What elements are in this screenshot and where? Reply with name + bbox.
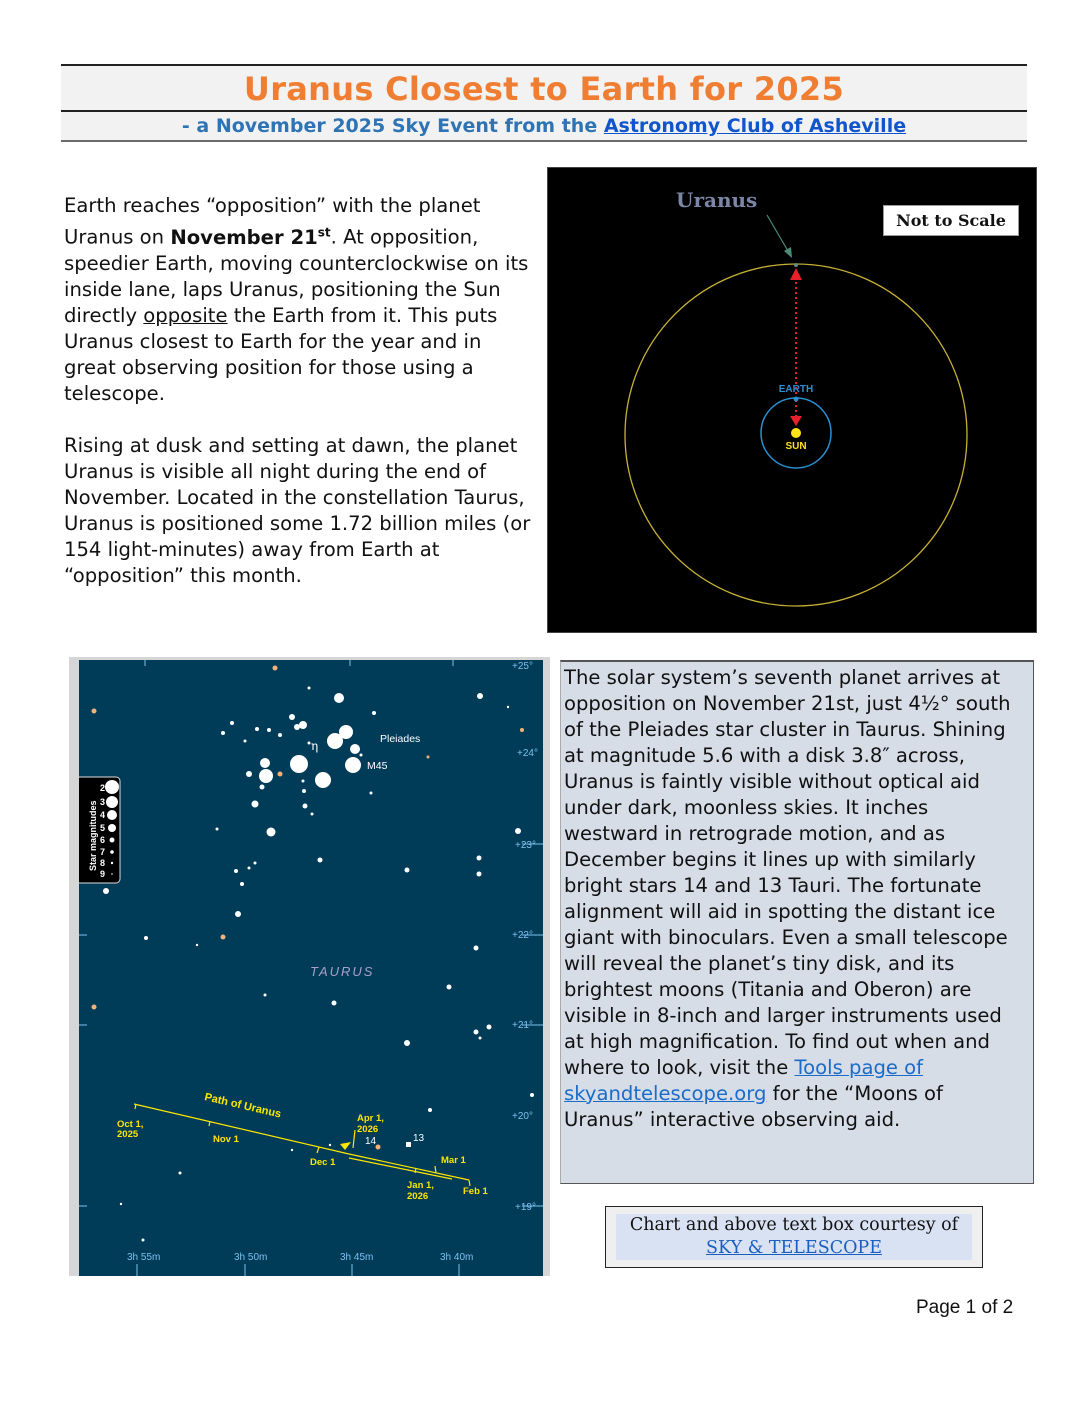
- ra-label: 3h 55m: [127, 1252, 161, 1263]
- intro-paragraph-2: Rising at dusk and setting at dawn, the planet Uranus is visible all night during the end of November. Located in the constellation Taurus, Uranus is positioned some 1.72 billion miles (or 154 light-minutes) away from Earth at “opposition” this month.: [64, 433, 531, 587]
- intro-p1-a: Earth reaches “opposition” with the planet Uranus on: [64, 194, 481, 249]
- path-date-apr1-year: 2026: [357, 1124, 379, 1135]
- path-date-oct1-year: 2025: [117, 1129, 139, 1140]
- dec-label: +21°: [512, 1020, 533, 1031]
- legend-mag: 3: [100, 797, 106, 807]
- opposition-date-text: November 21: [170, 225, 318, 249]
- path-date-dec1: Dec 1: [310, 1157, 336, 1168]
- intro-p1-b: . At opposition, speedier Earth, moving counterclockwise on its inside lane, laps Uranus, positioning the Sun directly: [64, 225, 529, 327]
- orbit-graphic: [548, 168, 1036, 632]
- path-date-jan1-year: 2026: [407, 1191, 429, 1202]
- uranus-label: Uranus: [676, 188, 758, 212]
- magnitude-legend: [79, 777, 120, 883]
- courtesy-text: Chart and above text box courtesy of: [629, 1215, 959, 1235]
- underlined-opposite: opposite: [143, 303, 228, 327]
- star-14-label: 14: [365, 1136, 377, 1147]
- uranus-dot: [794, 263, 798, 267]
- earth-label: EARTH: [778, 384, 814, 395]
- taurus-label: TAURUS: [310, 964, 375, 979]
- tools-page-link[interactable]: Tools page of skyandtelescope.org: [564, 1056, 924, 1105]
- path-date-apr1: Apr 1,: [357, 1113, 384, 1124]
- path-date-nov1: Nov 1: [213, 1134, 239, 1145]
- textbox-body: [564, 665, 1024, 1133]
- path-date-jan1: Jan 1,: [407, 1180, 434, 1191]
- legend-mag: 4: [100, 810, 106, 820]
- path-date-feb1: Feb 1: [463, 1186, 488, 1197]
- dec-label: +25°: [512, 661, 533, 672]
- sky-telescope-link[interactable]: SKY & TELESCOPE: [706, 1238, 882, 1258]
- title-bar: [61, 64, 1027, 110]
- ra-label: 3h 50m: [234, 1252, 268, 1263]
- textbox-tail: for the “Moons of Uranus” interactive observing aid.: [564, 1082, 943, 1131]
- star-chart: [79, 660, 543, 1276]
- dec-label: +23°: [515, 840, 536, 851]
- intro-paragraph-1: [64, 193, 534, 407]
- earth-dot: [794, 397, 799, 402]
- legend-mag: 7: [100, 847, 106, 857]
- path-label: Path of Uranus: [203, 1091, 283, 1121]
- astronomy-club-link[interactable]: Astronomy Club of Asheville: [603, 115, 907, 137]
- page-header: [61, 64, 1027, 142]
- intro-text: [64, 193, 534, 615]
- page-number: Page 1 of 2: [916, 1297, 1014, 1318]
- courtesy-inner: [616, 1214, 972, 1260]
- m45-label: M45: [367, 760, 388, 772]
- date-suffix: st: [317, 225, 331, 239]
- subtitle-text: - a November 2025 Sky Event from the: [181, 115, 604, 137]
- dec-label: +24°: [517, 748, 538, 759]
- pointer-arrowhead-icon: [784, 247, 792, 258]
- legend-mag: 9: [100, 869, 106, 879]
- page-title: Uranus Closest to Earth for 2025: [243, 70, 845, 108]
- subtitle-bar: [61, 110, 1027, 142]
- not-to-scale-note: Not to Scale: [883, 205, 1019, 236]
- dec-label: +20°: [512, 1111, 533, 1122]
- sky-telescope-textbox: [560, 660, 1034, 1184]
- arrow-up-icon: [790, 268, 802, 280]
- path-arrow-icon: [340, 1142, 351, 1150]
- star-14: [376, 1145, 381, 1150]
- uranus-path: [134, 1104, 470, 1186]
- sun-dot: [791, 428, 801, 438]
- path-date-mar1: Mar 1: [441, 1155, 466, 1166]
- courtesy-box: [605, 1206, 983, 1268]
- textbox-text: The solar system’s seventh planet arrives at opposition on November 21st, just 4½° south of the Pleiades star cluster in Taurus. Shining at magnitude 5.6 with a disk 3.8″ across, Uranus is faintly visible without optical aid under dark, moonless skies. It inches westward in retrograde motion, and as December begins it lines up with similarly bright stars 14 and 13 Tauri. The fortunate alignment will aid in spotting the distant ice giant with binoculars. Even a small telescope will reveal the planet’s tiny disk, and its brightest moons (Titania and Oberon) are visible in 8-inch and larger instruments used at high magnification. To find out when and where to look, visit the: [564, 666, 1011, 1079]
- dec-label: +19°: [515, 1202, 536, 1213]
- dec-label: +22°: [512, 930, 533, 941]
- ra-label: 3h 45m: [340, 1252, 374, 1263]
- star-chart-graphic: [79, 660, 543, 1276]
- star-13: [406, 1142, 411, 1147]
- legend-mag: 6: [100, 835, 106, 845]
- intro-p1-c: the Earth from it. This puts Uranus closest to Earth for the year and in great observing position for those using a telescope.: [64, 303, 498, 405]
- legend-mag: 2: [100, 783, 106, 793]
- sun-label: SUN: [785, 441, 807, 452]
- legend-mag: 8: [100, 858, 106, 868]
- legend-mag: 5: [100, 823, 106, 833]
- pleiades-label: Pleiades: [380, 733, 421, 745]
- star-13-label: 13: [413, 1133, 425, 1144]
- uranus-pointer: [767, 215, 788, 251]
- path-date-oct1: Oct 1,: [117, 1119, 144, 1130]
- eta-label: η: [311, 739, 319, 753]
- opposition-date: [170, 226, 330, 249]
- legend-title: Star magnitudes: [88, 800, 98, 871]
- ra-label: 3h 40m: [440, 1252, 474, 1263]
- arrow-down-icon: [790, 416, 802, 426]
- orbit-diagram: [547, 167, 1037, 633]
